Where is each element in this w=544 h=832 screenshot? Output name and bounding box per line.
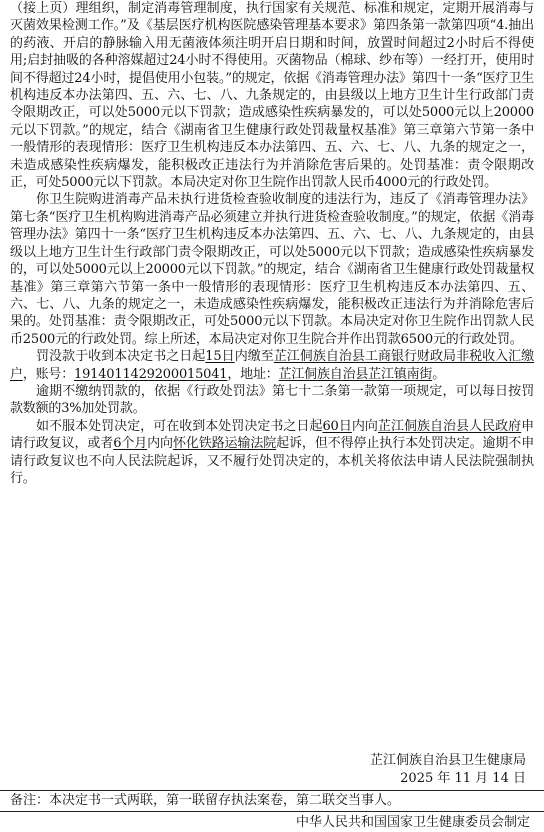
text-run: 逾期不缴纳罚款的，依据《行政处罚法》第七十二条第一款第一项规定，可以每日按罚款数额的3%加处罚款。 <box>10 383 534 417</box>
filled-field: 60日 <box>322 418 352 434</box>
text-run: （接上页）理组织，制定消毒管理制度，执行国家有关规范、标准和规定，定期开展消毒与灭菌效果检测工作。”及《基层医疗机构医院感染管理基本要求》第四条第一款第四项“4.抽出的药液、开启的静脉输入用无菌液体须注明开启日期和时间，放置时间超过2小时后不得使用;启封抽吸的各种溶媒超过24小时不得使用。灭菌物品（棉球、纱布等）一经打开，使用时间不得超过24小时，提倡使用小包装。”的规定，依据《消毒管理办法》第四十一条“医疗卫生机构违反本办法第四、五、六、七、八、九条规定的，由县级以上地方卫生计生行政部门责令限期改正，可以处5000元以下罚款；造成感染性疾病暴发的，可以处5000元以上20000元以下罚款。”的规定，结合《湖南省卫生健康行政处罚裁量权基准》第三章第六节第一条中一般情形的表现情形：医疗卫生机构违反本办法第四、五、六、七、八、九条的规定之一，未造成感染性疾病爆发，能积极改正违法行为并消除危害后果的。处罚基准：责令限期改正，可处5000元以下罚款。本局决定对你卫生院作出罚款人民币4000元的行政处罚。 <box>10 1 534 191</box>
text-run: 申请行政复议，或者 <box>10 418 534 452</box>
filled-field: 芷江侗族自治县工商银行财政局非税收入汇缴户 <box>10 349 534 382</box>
paragraph <box>10 418 534 488</box>
text-run: 如不服本处罚决定，可在收到本处罚决定书之日起 <box>36 418 323 434</box>
filled-field: 怀化铁路运输法院 <box>172 436 277 452</box>
remark-note: 备注：本决定书一式两联，第一联留存执法案卷，第二联交当事人。 <box>10 793 401 808</box>
issuing-authority: 芷江侗族自治县卫生健康局 <box>369 753 526 768</box>
filled-field: 芷江侗族自治县人民政府 <box>377 418 522 434</box>
text-run: 内缴至 <box>234 349 274 365</box>
filled-field: 6个月 <box>113 436 148 452</box>
paragraph <box>10 348 534 383</box>
filled-field: 15日 <box>205 349 235 365</box>
filled-field: 1914011429200015041 <box>74 366 228 382</box>
text-run: ，地址： <box>227 366 279 382</box>
remark-top-rule <box>0 790 544 791</box>
issuer-footer: 中华人民共和国国家卫生健康委员会制定 <box>295 815 530 830</box>
paragraph <box>10 0 534 191</box>
text-run: 内向 <box>351 418 378 434</box>
paragraph <box>10 383 534 418</box>
decision-body <box>10 0 534 487</box>
text-run: ，账号： <box>22 366 75 382</box>
text-run: 你卫生院购进消毒产品未执行进货检查验收制度的违法行为，违反了《消毒管理办法》第七条“医疗卫生机构购进消毒产品必须建立并执行进货检查验收制度。”的规定，依据《消毒管理办法》第四十一条“医疗卫生机构违反本办法第四、五、六、七、八、九条规定的，由县级以上地方卫生计生行政部门责令限期改正，可以处5000元以下罚款；造成感染性疾病暴发的，可以处5000元以上20000元以下罚款。”的规定，结合《湖南省卫生健康行政处罚裁量权基准》第三章第六节第一条中一般情形的表现情形：医疗卫生机构违反本办法第四、五、六、七、八、九条的规定之一，未造成感染性疾病爆发，能积极改正违法行为并消除危害后果的。处罚基准：责令限期改正，可处5000元以下罚款。本局决定对你卫生院作出罚款人民币2500元的行政处罚。综上所述，本局决定对你卫生院合并作出罚款6500元的行政处罚。 <box>10 192 534 347</box>
paragraph <box>10 191 534 348</box>
text-run: 。 <box>432 366 445 382</box>
issue-date: 2025 年 11 月 14 日 <box>400 771 526 786</box>
text-run: 罚没款于收到本决定书之日起 <box>36 349 206 365</box>
remark-bottom-rule <box>0 811 544 812</box>
text-run: 起诉，但不得停止执行本处罚决定。逾期不申请行政复议也不向人民法院起诉，又不履行处罚决定的，本机关将依法申请人民法院强制执行。 <box>10 436 534 486</box>
text-run: 内向 <box>147 436 173 452</box>
filled-field: 芷江侗族自治县芷江镇南街 <box>278 366 433 382</box>
